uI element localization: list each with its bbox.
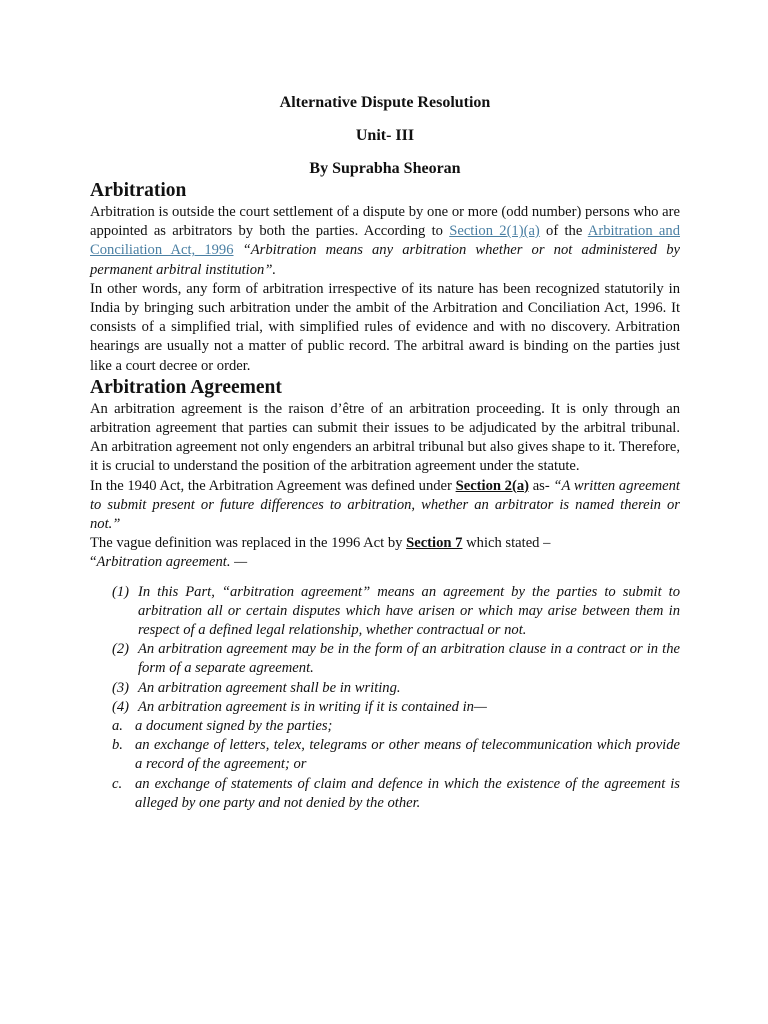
list-marker: (4) xyxy=(112,698,130,715)
list-item xyxy=(90,717,680,736)
list-marker: (1) xyxy=(112,583,130,600)
list-marker: (2) xyxy=(112,641,130,658)
agreement-intro-paragraph: An arbitration agreement is the raison d’être of an arbitration proceeding. It is only through an arbitration agreement that parties can submit their issues to be adjudicated by the arbitral tribunal. An arbitration agreement not only engenders an arbitral tribunal but also gives shape to it. Therefore, it is crucial to understand the position of the arbitration agreement under the statute. xyxy=(90,400,680,475)
list-item xyxy=(90,640,680,678)
act-1996-paragraph xyxy=(90,534,680,553)
definition-quote: “Arbitration means any arbitration whether or not administered by permanent arbitral institution”. xyxy=(90,242,680,278)
arbitration-act-link[interactable]: Arbitration and Conciliation Act, 1996 xyxy=(90,223,680,259)
list-item-text: An arbitration agreement may be in the form of an arbitration clause in a contract or in the form of a separate agreement. xyxy=(138,641,680,677)
section-7-lettered-list xyxy=(90,717,680,813)
section-2-1-a-link[interactable]: Section 2(1)(a) xyxy=(449,223,540,240)
paragraph-text: Arbitration is outside the court settlement of a dispute by one or more (odd number) persons who are appointed as arbitrators by both the parties. According to xyxy=(90,204,680,240)
list-marker: a. xyxy=(112,718,123,735)
paragraph-text xyxy=(234,242,243,258)
author-line: By Suprabha Sheoran xyxy=(309,160,461,177)
unit-label: Unit- III xyxy=(355,127,415,144)
arbitration-definition-paragraph xyxy=(90,203,680,280)
section-7-caption: Arbitration agreement. — xyxy=(96,554,248,571)
list-item xyxy=(90,775,680,813)
heading-arbitration-agreement: Arbitration Agreement xyxy=(90,376,282,398)
section-7-numbered-list xyxy=(90,583,680,717)
list-item-text: an exchange of letters, telex, telegrams or other means of telecommunication which provide a record of the agreement; or xyxy=(135,737,680,773)
section-2-a-reference: Section 2(a) xyxy=(455,477,529,494)
list-marker: (3) xyxy=(112,679,130,696)
paragraph-text: which stated – xyxy=(462,535,551,552)
list-item-text: In this Part, “arbitration agreement” means an agreement by the parties to submit to arbitration all or certain disputes which have arisen or which may arise between them in respect of a defined legal relationship, whether contractual or not. xyxy=(138,583,680,639)
act-1940-quote: “A written agreement to submit present or future differences to arbitration, whether an arbitrator is named therein or not.” xyxy=(90,477,680,533)
list-marker: b. xyxy=(112,737,123,754)
arbitration-explanation-paragraph: In other words, any form of arbitration irrespective of its nature has been recognized statutorily in India by bringing such arbitration under the ambit of the Arbitration and Conciliation Act, 1996. It consists of a simplified trial, with simplified rules of evidence and with no discovery. Arbitration hearings are usually not a matter of public record. The arbitral award is binding on the parties just like a court decree or order. xyxy=(90,280,680,374)
paragraph-text: as- xyxy=(529,477,554,494)
list-item-text: An arbitration agreement is in writing if it is contained in— xyxy=(138,698,487,715)
heading-arbitration: Arbitration xyxy=(90,180,187,201)
list-item xyxy=(90,679,680,698)
paragraph-text: of the xyxy=(539,223,588,240)
list-item-text: an exchange of statements of claim and defence in which the existence of the agreement is alleged by one party and not denied by the other. xyxy=(135,775,680,811)
document-title: Alternative Dispute Resolution xyxy=(279,94,491,111)
list-item-text: An arbitration agreement shall be in writing. xyxy=(138,679,401,696)
list-item xyxy=(90,698,680,717)
list-item xyxy=(90,736,680,774)
list-item xyxy=(90,583,680,641)
paragraph-text: In the 1940 Act, the Arbitration Agreement was defined under xyxy=(90,477,456,494)
list-item-text: a document signed by the parties; xyxy=(135,718,333,735)
open-quote: “ xyxy=(90,554,97,571)
paragraph-text: The vague definition was replaced in the 1996 Act by xyxy=(90,535,407,552)
section-7-title xyxy=(90,553,680,572)
section-7-reference: Section 7 xyxy=(406,535,463,552)
act-1940-paragraph xyxy=(90,477,680,535)
document-page xyxy=(90,93,680,813)
list-marker: c. xyxy=(112,775,123,792)
